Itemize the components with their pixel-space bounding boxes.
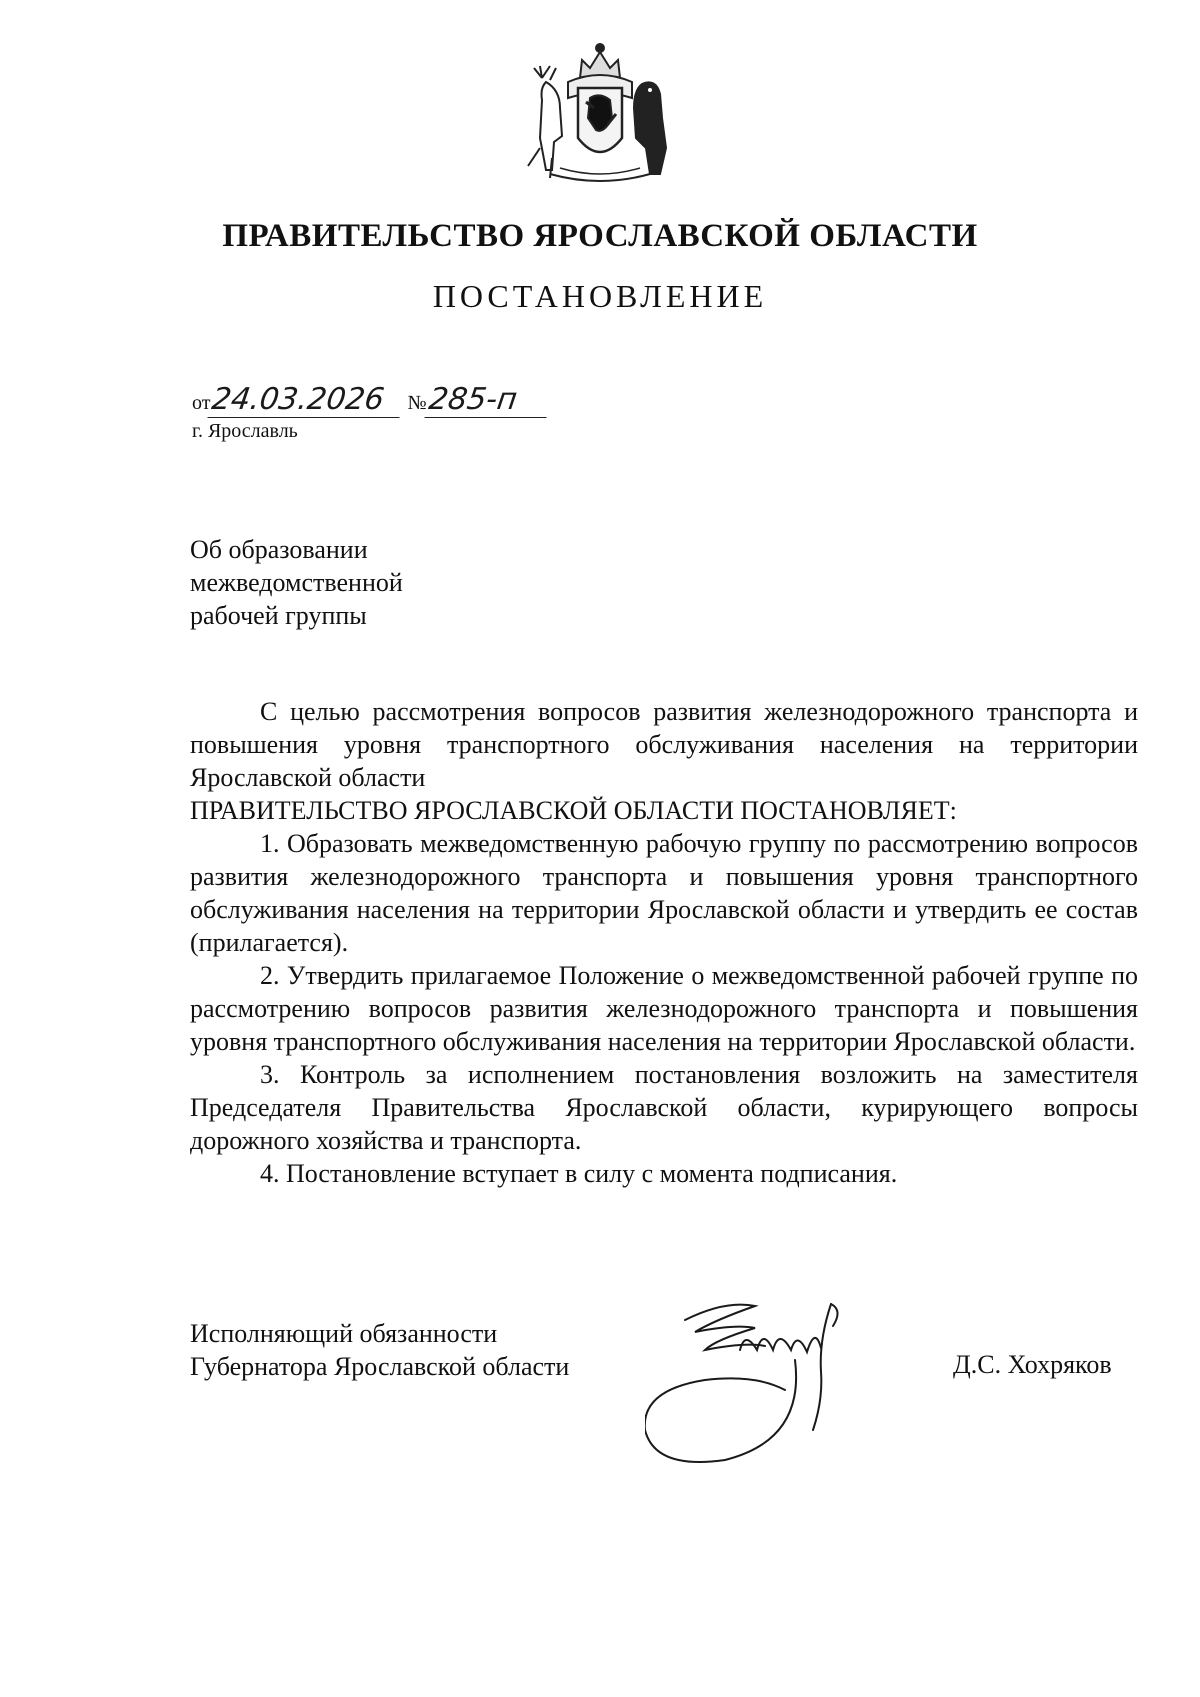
resolves-line: ПРАВИТЕЛЬСТВО ЯРОСЛАВСКОЙ ОБЛАСТИ ПОСТАНОВЛЯЕТ: <box>190 796 957 825</box>
government-title: ПРАВИТЕЛЬСТВО ЯРОСЛАВСКОЙ ОБЛАСТИ <box>222 218 978 254</box>
role-line: Губернатора Ярославской области <box>190 1352 570 1381</box>
item-3: 3. Контроль за исполнением постановления возложить на заместителя Председателя Правительства Ярославской области, курирующего вопросы дорожного хозяйства и транспорта. <box>190 1060 1138 1155</box>
signatory-role <box>190 1317 569 1383</box>
date-number-line <box>192 382 549 418</box>
item-4: 4. Постановление вступает в силу с момента подписания. <box>260 1159 898 1188</box>
subject-line: Об образовании <box>190 535 368 564</box>
subject-line: рабочей группы <box>190 601 367 630</box>
document-type: ПОСТАНОВЛЕНИЕ <box>432 278 768 314</box>
city: г. Ярославль <box>192 420 298 442</box>
handwritten-number: 285-п <box>424 382 551 418</box>
handwritten-signature-icon <box>645 1280 925 1480</box>
body-text <box>190 695 1138 1190</box>
role-line: Исполняющий обязанности <box>190 1319 498 1348</box>
date-prefix: от <box>192 392 211 414</box>
subject-block <box>190 533 403 632</box>
preamble: С целью рассмотрения вопросов развития железнодорожного транспорта и повышения уровня транспортного обслуживания населения на территории Ярославской области <box>190 697 1138 792</box>
signatory-name: Д.С. Хохряков <box>953 1350 1112 1379</box>
item-1: 1. Образовать межведомственную рабочую группу по рассмотрению вопросов развития железнодорожного транспорта и повышения уровня транспортного обслуживания населения на территории Ярославской области и утвердить ее состав (прилагается). <box>190 829 1138 957</box>
number-prefix: № <box>407 392 427 414</box>
handwritten-date: 24.03.2026 <box>208 382 405 418</box>
coat-of-arms-icon <box>520 38 680 188</box>
item-2: 2. Утвердить прилагаемое Положение о межведомственной рабочей группе по рассмотрению вопросов развития железнодорожного транспорта и повышения уровня транспортного обслуживания населения на территории Ярославской области. <box>190 961 1138 1056</box>
subject-line: межведомственной <box>190 568 403 597</box>
